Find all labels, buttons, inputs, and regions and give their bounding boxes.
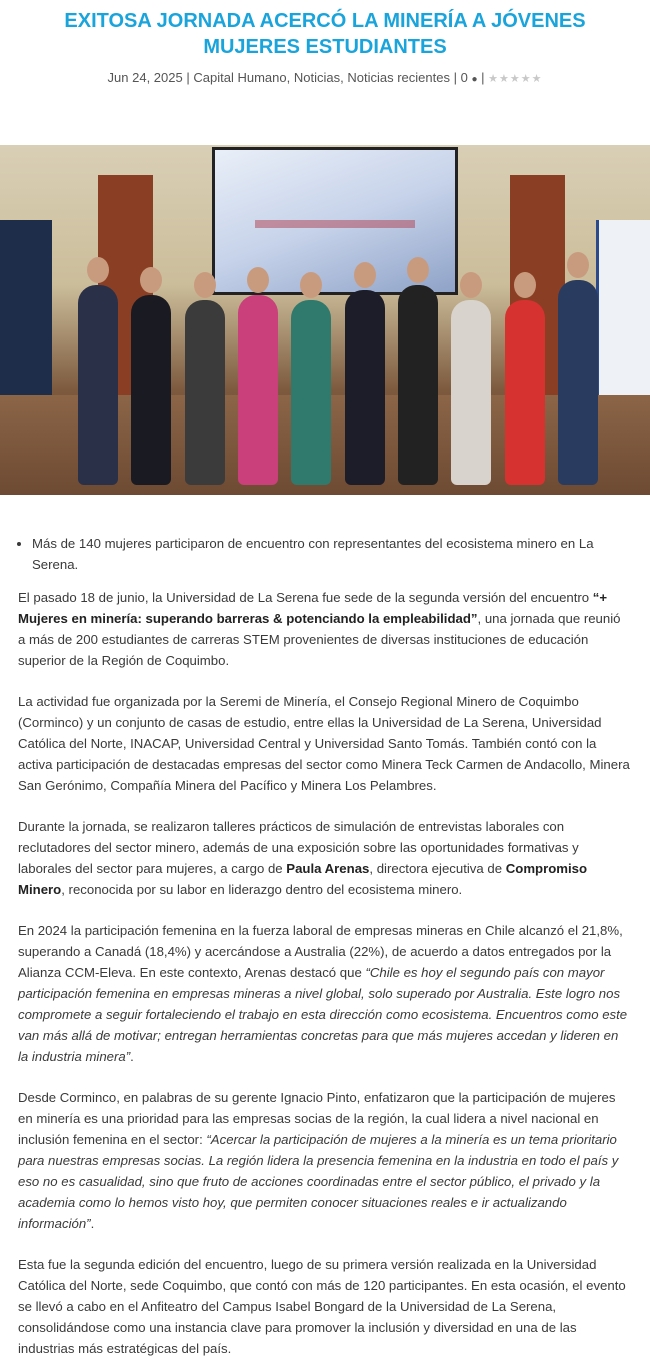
category-link-capital-humano[interactable]: Capital Humano bbox=[193, 70, 287, 85]
paragraph-3: Durante la jornada, se realizaron talleres prácticos de simulación de entrevistas laborales con reclutadores del sector minero, además de una exposición sobre las oportunidades formativas y laborales del sector para mujeres, a cargo de Paula Arenas, directora ejecutiva de Compromiso Minero, reconocida por su labor en liderazgo dentro del ecosistema minero. bbox=[18, 819, 588, 897]
comment-icon: ● bbox=[471, 74, 478, 85]
paragraph-5: Desde Corminco, en palabras de su gerente Ignacio Pinto, enfatizaron que la participación de mujeres en minería es una prioridad para las empresas socias de la región, la cual lidera a nivel nacional en inclusión femenina en el sector: “Acercar la participación de mujeres a la minería es un tema prioritario para nuestras empresas socias. La región lidera la presencia femenina en la industria en todo el país y eso no es casualidad, sino que fruto de acciones coordinadas entre el sector público, el privado y la academia como lo hemos visto hoy, que permiten conocer situaciones reales e ir actualizando información”. bbox=[18, 1090, 619, 1231]
comments-count: 0 bbox=[460, 70, 468, 85]
person bbox=[451, 300, 491, 485]
rating-stars: ★★★★★ bbox=[488, 73, 543, 85]
article-body bbox=[0, 533, 650, 1359]
person bbox=[505, 300, 545, 485]
featured-photo bbox=[0, 145, 650, 495]
person bbox=[345, 290, 385, 485]
paragraph-6: Esta fue la segunda edición del encuentro, luego de su primera versión realizada en la Universidad Católica del Norte, sede Coquimbo, que contó con más de 120 participantes. En esta ocasión, el evento se llevó a cabo en el Anfiteatro del Campus Isabel Bongard de la Universidad de La Serena, consolidándose como una instancia clave para promover la inclusión y diversidad en una de las industrias más estratégicas del país. bbox=[18, 1257, 626, 1356]
category-link-noticias-recientes[interactable]: Noticias recientes bbox=[347, 70, 450, 85]
paragraph-2: La actividad fue organizada por la Seremi de Minería, el Consejo Regional Minero de Coquimbo (Corminco) y un conjunto de casas de estudio, entre ellas la Universidad de La Serena, Universidad Católica del Norte, INACAP, Universidad Central y Universidad Santo Tomás. También contó con la activa participación de destacadas empresas del sector como Minera Teck Carmen de Andacollo, Minera San Gerónimo, Compañía Minera del Pacífico y Minera Los Pelambres. bbox=[18, 694, 630, 793]
post-title: EXITOSA JORNADA ACERCÓ LA MINERÍA A JÓVENES MUJERES ESTUDIANTES bbox=[64, 10, 586, 58]
person bbox=[398, 285, 438, 485]
meta-separator: | bbox=[481, 70, 485, 85]
person bbox=[291, 300, 331, 485]
paragraph-1: El pasado 18 de junio, la Universidad de La Serena fue sede de la segunda versión del encuentro “+ Mujeres en minería: superando barreras & potenciando la empleabilidad”, una jornada que reunió a más de 200 estudiantes de carreras STEM provenientes de diversas instituciones de educación superior de la Región de Coquimbo. bbox=[18, 590, 621, 668]
person bbox=[131, 295, 171, 485]
person bbox=[558, 280, 598, 485]
group-of-people bbox=[78, 255, 598, 485]
meta-separator: | bbox=[453, 70, 457, 85]
person bbox=[78, 285, 118, 485]
summary-bullet: • Más de 140 mujeres participaron de encuentro con representantes del ecosistema minero en La Serena. bbox=[32, 533, 630, 575]
comments-link[interactable] bbox=[461, 70, 478, 85]
meta-separator: | bbox=[186, 70, 190, 85]
post-meta: Jun 24, 2025 | Capital Humano, Noticias, Noticias recientes | 0 ● | ★★★★★ bbox=[107, 70, 543, 85]
person bbox=[185, 300, 225, 485]
category-link-noticias[interactable]: Noticias bbox=[293, 70, 341, 85]
summary-list bbox=[18, 533, 630, 575]
person bbox=[238, 295, 278, 485]
paragraph-4: En 2024 la participación femenina en la fuerza laboral de empresas mineras en Chile alcanzó el 21,8%, superando a Canadá (18,4%) y acercándose a Australia (22%), de acuerdo a datos entregados por la Alianza CCM-Eleva. En este contexto, Arenas destacó que “Chile es hoy el segundo país con mayor participación femenina en empresas mineras a nivel global, solo superado por Australia. Este logro nos compromete a seguir fortaleciendo el trabajo en esta dirección como ecosistema. Encuentros como este van más allá de motivar; entregan herramientas concretas para que más mujeres accedan y lideren en la industria minera”. bbox=[18, 923, 628, 1064]
post-date: Jun 24, 2025 bbox=[107, 70, 183, 85]
